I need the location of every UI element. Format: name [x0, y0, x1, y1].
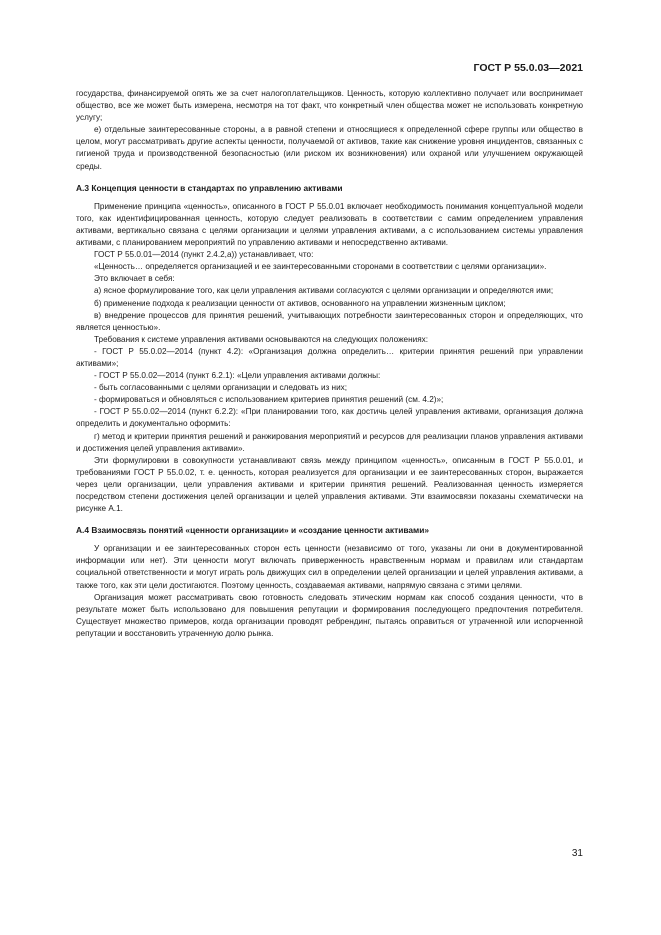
document-header: ГОСТ Р 55.0.03—2021 [473, 62, 583, 74]
list-item: - ГОСТ Р 55.0.02—2014 (пункт 6.2.1): «Цели управления активами должны: [94, 371, 381, 381]
quote: «Ценность… определяется организацией и ее заинтересованными сторонами в соответствии с целями организации». [94, 262, 547, 272]
list-item: - ГОСТ Р 55.0.02—2014 (пункт 4.2): «Организация должна определить… критерии принятия решений при управлении активами»; [76, 346, 583, 368]
list-item: а) ясное формулирование того, как цели управления активами согласуются с целями организации и определяются ими; [94, 286, 554, 296]
paragraph: Эти формулировки в совокупности устанавливают связь между принципом «ценность», описанным в ГОСТ Р 55.0.01, и требованиями ГОСТ Р 55.0.02, т. е. ценность, которая реализуется для организации и ее заинтересованных сторон, выражается через цели организации, цели управления активами и критерии принятия решений. Реализованная ценность измеряется посредством степени достижения целей организации и целей управления активами. Эти взаимосвязи показаны схематически на рисунке А.1. [76, 455, 583, 514]
paragraph: Требования к системе управления активами основываются на следующих положениях: [94, 334, 429, 344]
page-number: 31 [571, 848, 583, 859]
paragraph: государства, финансируемой опять же за счет налогоплательщиков. Ценность, которую коллективно получает или воспринимает общество, все же может быть измерена, несмотря на тот факт, что конкретный член общества может не использовать конкретную услугу; [76, 89, 583, 123]
list-item: в) внедрение процессов для принятия решений, учитывающих потребности заинтересованных сторон и определяющих, что является ценностью». [76, 310, 583, 332]
section-heading-a4: А.4 Взаимосвязь понятий «ценности организации» и «создание ценности активами» [76, 525, 430, 536]
list-item: - ГОСТ Р 55.0.02—2014 (пункт 6.2.2): «При планировании того, как достичь целей управления активами, организация должна определить и документально оформить: [76, 407, 583, 429]
list-item: е) отдельные заинтересованные стороны, а в равной степени и относящиеся к определенной сфере группы или общество в целом, могут рассматривать другие аспекты ценности, получаемой от активов, такие как снижение уровня инцидентов, связанных с гигиеной труда и производственной безопасностью (или риском их возникновения) или охраной или улучшением окружающей среды. [76, 125, 583, 171]
document-body [76, 88, 583, 640]
paragraph: Это включает в себя: [94, 274, 175, 284]
list-item: - быть согласованными с целями организации и следовать из них; [94, 383, 348, 393]
paragraph: Организация может рассматривать свою готовность следовать этическим нормам как способ создания ценности, что в результате может быть использовано для повышения репутации и формирования последующего предпочтения потребителя. Существует множество примеров, когда организации проводят ребрендинг, пытаясь оправиться от утраченной или испорченной репутации и восстановить утраченную долю рынка. [76, 592, 583, 638]
list-item: г) метод и критерии принятия решений и ранжирования мероприятий и ресурсов для реализации планов управления активами и достижения целей управления активами». [76, 431, 583, 453]
paragraph: ГОСТ Р 55.0.01—2014 (пункт 2.4.2,а)) устанавливает, что: [94, 250, 314, 260]
paragraph: У организации и ее заинтересованных сторон есть ценности (независимо от того, указаны ли они в документированной информации или нет). Эти ценности могут включать приверженность нравственным нормам и правилам или стандартам социальной ответственности и могут играть роль движущих сил в определении целей организации и целей управления активами, а также того, как эти цели достигаются. Поэтому ценность, создаваемая активами, напрямую связана с этими целями. [76, 544, 583, 590]
list-item: - формироваться и обновляться с использованием критериев принятия решений (см. 4.2)»; [94, 395, 444, 405]
section-heading-a3: А.3 Концепция ценности в стандартах по управлению активами [76, 182, 343, 193]
list-item: б) применение подхода к реализации ценности от активов, основанного на управлении жизненным циклом; [94, 298, 506, 308]
paragraph: Применение принципа «ценность», описанного в ГОСТ Р 55.0.01 включает необходимость понимания концептуальной модели того, как идентифицированная ценность, которую следует реализовать в соответствии с самим определением управления активами, вертикально связана с целями организации и целями управления активами, а с использованием системы управления активами, с планированием мероприятий по управлению активами и непосредственно активами. [76, 201, 583, 248]
